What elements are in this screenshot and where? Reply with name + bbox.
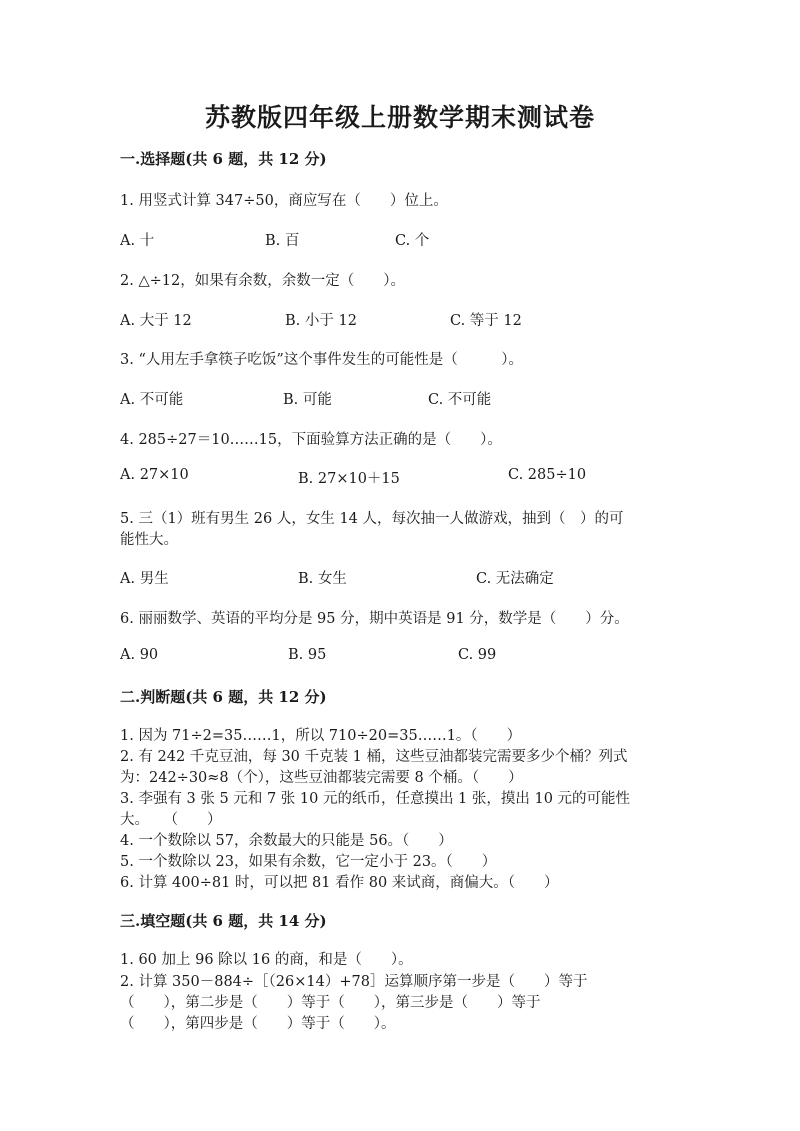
section-heading-choice: 一.选择题(共 6 题，共 12 分) xyxy=(120,150,327,168)
question-text: 1. 用竖式计算 347÷50，商应写在（ ）位上。 xyxy=(120,193,448,209)
option-b: B. 可能 xyxy=(283,392,332,408)
option-c: C. 不可能 xyxy=(428,392,492,408)
question-text: 5. 三（1）班有男生 26 人，女生 14 人，每次抽一人做游戏，抽到（ ）的可 xyxy=(120,511,624,527)
option-b: B. 27×10＋15 xyxy=(298,471,400,487)
question-text: 6. 丽丽数学、英语的平均分是 95 分，期中英语是 91 分，数学是（ ）分。 xyxy=(120,611,629,627)
option-a: A. 90 xyxy=(120,647,159,663)
question-text: 4. 一个数除以 57，余数最大的只能是 56。（ ） xyxy=(120,833,453,849)
option-c: C. 个 xyxy=(395,233,430,249)
option-b: B. 小于 12 xyxy=(285,313,357,329)
question-text: 5. 一个数除以 23，如果有余数，它一定小于 23。（ ） xyxy=(120,854,497,870)
question-text: （ ），第二步是（ ）等于（ ），第三步是（ ）等于 xyxy=(120,995,541,1011)
option-a: A. 不可能 xyxy=(120,392,184,408)
question-text: 3. “人用左手拿筷子吃饭”这个事件发生的可能性是（ ）。 xyxy=(120,352,524,368)
question-text: 为：242÷30≈8（个），这些豆油都装完需要 8 个桶。（ ） xyxy=(120,770,523,786)
question-text: 2. △÷12，如果有余数，余数一定（ ）。 xyxy=(120,273,405,289)
section-heading-judge: 二.判断题(共 6 题，共 12 分) xyxy=(120,688,327,706)
option-a: A. 男生 xyxy=(120,571,169,587)
question-text: 1. 60 加上 96 除以 16 的商，和是（ ）。 xyxy=(120,952,413,968)
question-text: 3. 李强有 3 张 5 元和 7 张 10 元的纸币，任意摸出 1 张，摸出 10 元的可能性 xyxy=(120,791,631,807)
option-b: B. 百 xyxy=(265,233,300,249)
question-text: 1. 因为 71÷2=35……1，所以 710÷20=35……1。（ ） xyxy=(120,728,522,744)
question-text: 2. 计算 350－884÷［（26×14）+78］运算顺序第一步是（ ）等于 xyxy=(120,974,588,990)
option-a: A. 27×10 xyxy=(120,467,189,483)
option-c: C. 等于 12 xyxy=(450,313,522,329)
option-a: A. 大于 12 xyxy=(120,313,192,329)
question-text: 大。 （ ） xyxy=(120,812,222,828)
question-text: 4. 285÷27＝10……15，下面验算方法正确的是（ ）。 xyxy=(120,432,502,448)
page-title: 苏教版四年级上册数学期末测试卷 xyxy=(204,103,595,132)
option-c: C. 无法确定 xyxy=(476,571,554,587)
option-a: A. 十 xyxy=(120,233,155,249)
option-b: B. 女生 xyxy=(298,571,347,587)
question-text: 能性大。 xyxy=(120,532,178,548)
option-c: C. 99 xyxy=(458,647,497,663)
option-c: C. 285÷10 xyxy=(508,467,587,483)
question-text: （ ），第四步是（ ）等于（ ）。 xyxy=(120,1016,396,1032)
section-heading-fill: 三.填空题(共 6 题，共 14 分) xyxy=(120,912,327,930)
option-b: B. 95 xyxy=(288,647,327,663)
question-text: 2. 有 242 千克豆油，每 30 千克装 1 桶，这些豆油都装完需要多少个桶？列式 xyxy=(120,749,628,765)
question-text: 6. 计算 400÷81 时，可以把 81 看作 80 来试商，商偏大。（ ） xyxy=(120,875,559,891)
